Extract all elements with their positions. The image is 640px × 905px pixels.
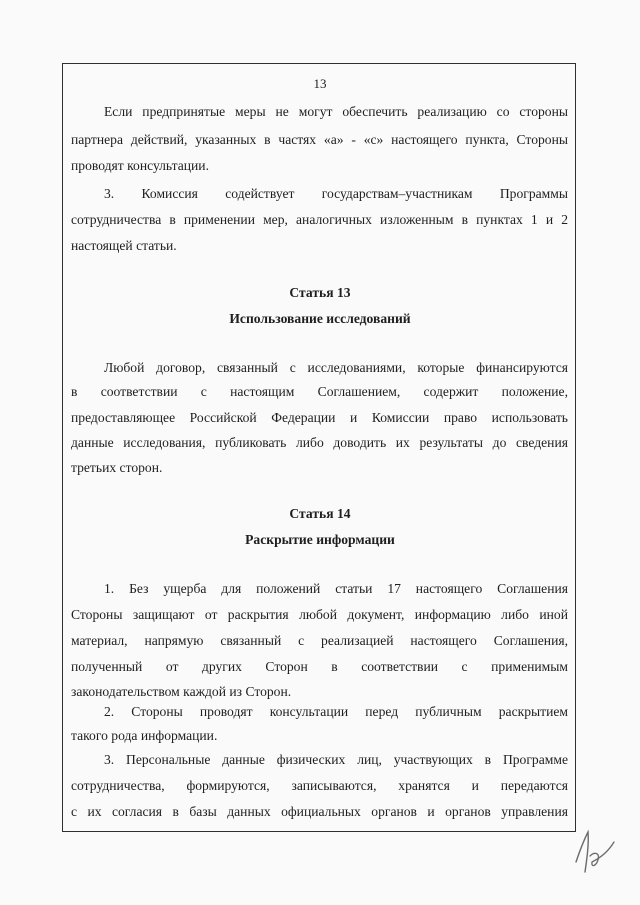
article-13-line-1: Любой договор, связанный с исследованиями, которые финансируются bbox=[104, 360, 568, 375]
article-13-number: Статья 13 bbox=[289, 285, 351, 300]
intro-line-2: партнера действий, указанных в частях «а» - «с» настоящего пункта, Стороны bbox=[71, 132, 568, 147]
article-14-p2-line-2: такого рода информации. bbox=[71, 728, 218, 743]
article-14-p3-line-1: 3. Персональные данные физических лиц, участвующих в Программе bbox=[104, 752, 568, 767]
intro-line-3: проводят консультации. bbox=[71, 158, 209, 173]
intro-line-1: Если предпринятые меры не могут обеспечить реализацию со стороны bbox=[104, 104, 568, 119]
article-14-p1-line-2: Стороны защищают от раскрытия любой документ, информацию либо иной bbox=[71, 607, 568, 622]
article-13-line-5: третьих сторон. bbox=[71, 460, 163, 475]
article-14-p1-line-3: материал, напрямую связанный с реализацией настоящего Соглашения, bbox=[71, 633, 568, 648]
article-13-title: Использование исследований bbox=[229, 311, 411, 326]
item3-line-2: сотрудничества в применении мер, аналогичных изложенным в пунктах 1 и 2 bbox=[71, 212, 568, 227]
article-14-number: Статья 14 bbox=[289, 506, 351, 521]
item3-line-3: настоящей статьи. bbox=[71, 238, 177, 253]
page-number: 13 bbox=[313, 76, 327, 91]
article-13-line-4: данные исследования, публиковать либо доводить их результаты до сведения bbox=[71, 435, 568, 450]
article-14-title: Раскрытие информации bbox=[245, 532, 395, 547]
article-14-p1-line-4: полученный от других Сторон в соответствии с применимым bbox=[71, 659, 568, 674]
article-14-p3-line-3: с их согласия в базы данных официальных органов и органов управления bbox=[71, 804, 568, 819]
article-14-p1-line-1: 1. Без ущерба для положений статьи 17 настоящего Соглашения bbox=[104, 581, 568, 596]
article-13-line-2: в соответствии с настоящим Соглашением, содержит положение, bbox=[71, 384, 568, 399]
article-14-p1-line-5: законодательством каждой из Сторон. bbox=[71, 684, 292, 699]
article-14-p2-line-1: 2. Стороны проводят консультации перед публичным раскрытием bbox=[104, 704, 568, 719]
item3-line-1: 3. Комиссия содействует государствам–участникам Программы bbox=[104, 186, 568, 201]
handwritten-initials-signature bbox=[570, 822, 618, 880]
article-14-p3-line-2: сотрудничества, формируются, записываются, хранятся и передаются bbox=[71, 778, 568, 793]
article-13-line-3: предоставляющее Российской Федерации и Комиссии право использовать bbox=[71, 410, 568, 425]
